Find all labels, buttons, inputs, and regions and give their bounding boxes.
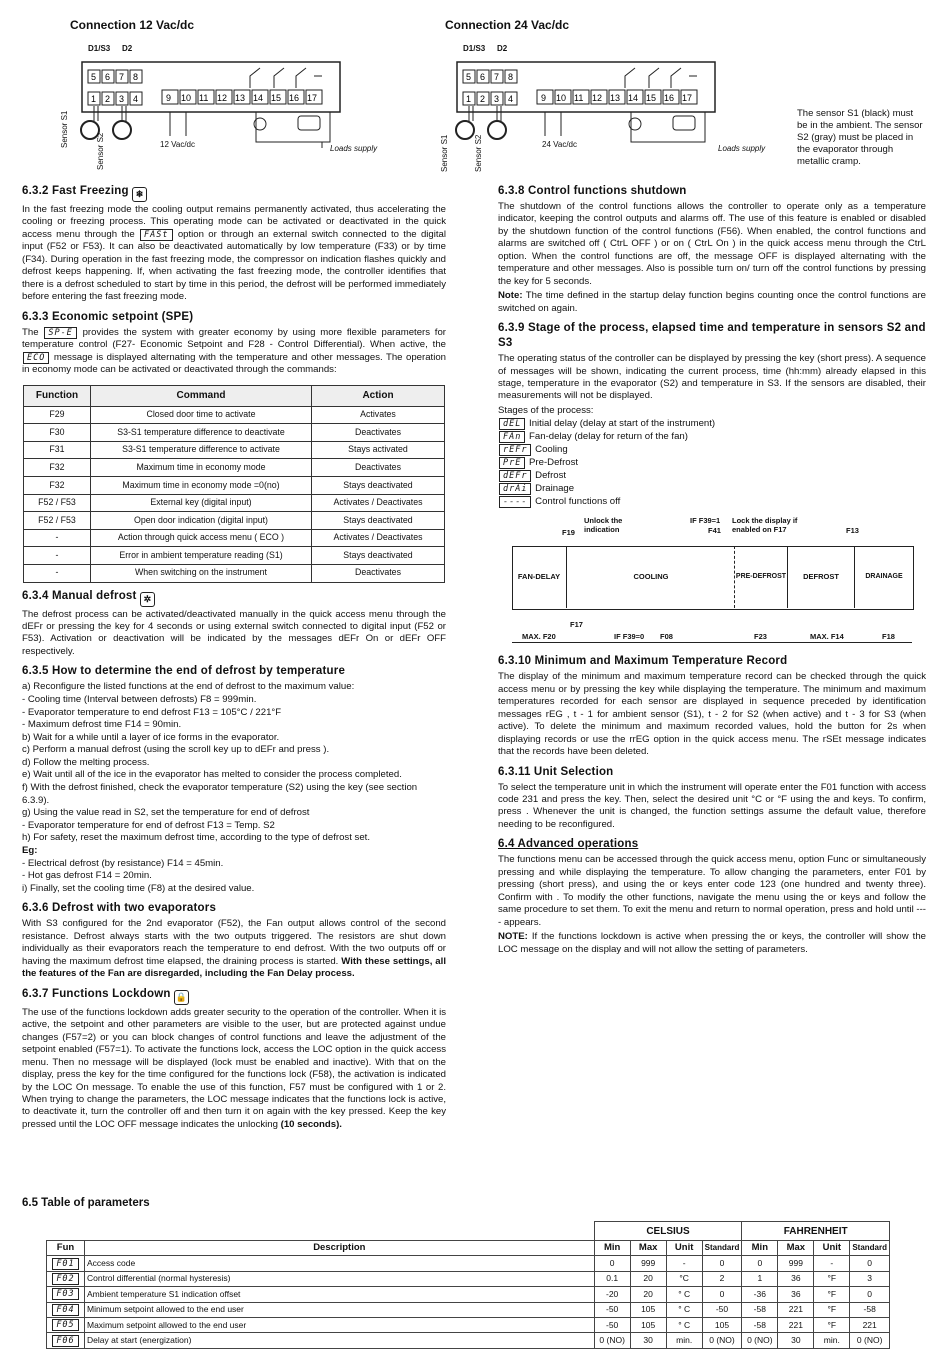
- svg-text:16: 16: [289, 93, 300, 103]
- two-evaporators-heading: 6.3.6 Defrost with two evaporators: [22, 902, 217, 915]
- table-row: F52 / F53 Open door indication (digital input) Stays deactivated: [24, 512, 445, 530]
- wiring-diagram-24v: [435, 36, 775, 176]
- table-row: F05 Maximum setpoint allowed to the end user -50 105 ° C 105 -58 221 °F 221: [47, 1317, 890, 1332]
- svg-text:15: 15: [271, 93, 282, 103]
- table-row: F01 Access code 0 999 - 0 0 999 - 0: [47, 1256, 890, 1271]
- table-row: F02 Control differential (normal hysteresis) 0.1 20 °C 2 1 36 °F 3: [47, 1271, 890, 1286]
- loads-supply-label-24v: Loads supply: [718, 144, 766, 153]
- temp-record-text: The display of the minimum and maximum temperature record can be checked through the quick access menu or by pressing the key while displaying the temperature. The minimum and maximum temperatures recorded for each sensor are displayed in sequence preceded by identification messages rEG , t - 1 for ambient sensor (S1), t - 2 for S2 (when active) and t - 3 for S3 (when active). To delete the minimum and maximum recorded values, hold the button for 2s when displaying records or use the rrEG option in the quick access menu. The rSEt message indicates that the records have been deleted.: [498, 671, 926, 758]
- control-shutdown-heading: 6.3.8 Control functions shutdown: [498, 185, 687, 197]
- svg-text:10: 10: [556, 93, 567, 103]
- svg-text:3: 3: [119, 94, 125, 104]
- d1-s3-label-12v: D1/S3: [88, 44, 111, 53]
- svg-text:17: 17: [682, 93, 693, 103]
- col-command: Command: [91, 385, 312, 406]
- table-row: F03 Ambient temperature S1 indication offset -20 20 ° C 0 -36 36 °F 0: [47, 1287, 890, 1302]
- sensor-s1-label-12v: Sensor S1: [60, 110, 69, 148]
- svg-text:1: 1: [91, 94, 97, 104]
- process-stage-heading: 6.3.9 Stage of the process, elapsed time and temperature in sensors S2 and S3: [498, 322, 926, 350]
- economic-setpoint-heading: 6.3.3 Economic setpoint (SPE): [22, 310, 194, 323]
- manual-defrost-heading: 6.3.4 Manual defrost ✲: [22, 589, 446, 607]
- svg-text:11: 11: [574, 93, 584, 103]
- d2-label-12v: D2: [122, 44, 133, 53]
- svg-text:7: 7: [494, 72, 500, 82]
- svg-text:12: 12: [592, 93, 603, 103]
- svg-text:2: 2: [480, 94, 486, 104]
- end-defrost-heading: 6.3.5 How to determine the end of defrost by temperature: [22, 665, 346, 678]
- parameter-table-title: 6.5 Table of parameters: [22, 1197, 150, 1209]
- stages-title: Stages of the process:: [498, 404, 594, 416]
- stage-defrost: DEFROST: [788, 546, 855, 608]
- sensor-s1-label-24v: Sensor S1: [440, 134, 449, 172]
- table-row: F52 / F53 External key (digital input) Activates / Deactivates: [24, 494, 445, 512]
- parameter-table: [46, 1221, 890, 1349]
- sensor-s2-label-24v: Sensor S2: [474, 134, 483, 172]
- control-shutdown-note: Note: The time defined in the startup delay function begins counting once the control functions are switched on again.: [498, 290, 926, 314]
- left-column: [22, 178, 446, 1133]
- table-row: F32 Maximum time in economy mode =0(no) Stays deactivated: [24, 476, 445, 494]
- stage-pre-defrost: PRE-DEFROST: [735, 546, 788, 608]
- stage-drainage: DRAINAGE: [865, 573, 903, 581]
- d1-s3-label-24v: D1/S3: [463, 44, 486, 53]
- economic-setpoint-text: The SP-E provides the system with greater economy by using more flexible parameters for temperature control (F27- Economic Setpoint and F28 - Control Differential). When active, the ECO message is displayed alternating with the temperature and other messages. The operation in economy mode can be activated or deactivated through the commands:: [22, 326, 447, 376]
- svg-text:9: 9: [166, 93, 172, 103]
- connection-24v-title: Connection 24 Vac/dc: [445, 18, 570, 32]
- fahrenheit-group-header: FAHRENHEIT: [742, 1222, 890, 1241]
- svg-text:6: 6: [105, 72, 111, 82]
- lcd-eco: ECO: [23, 352, 49, 364]
- table-header-row: Fun Description Min Max Unit Standard Min Max Unit Standard: [47, 1241, 890, 1256]
- advanced-operations-text: The functions menu can be accessed through the quick access menu, option Func or simultaneously pressing and while displaying the temperature. To allow changing the parameters, enter F01 by pressing (short press), and using the or keys enter code 123 (one hundred and twenty three). Confirm with . To modify the other functions, navigate the menu using the or keys and follow the same procedure to set them. To exit the menu and return to normal operation, press and hold until ---- appears.: [498, 854, 926, 928]
- stage-fan-delay: FAN-DELAY: [512, 546, 567, 608]
- col-action: Action: [312, 385, 445, 406]
- svg-text:12: 12: [217, 93, 228, 103]
- process-timeline: F19 Unlock the indication IF F39=1 F41 Lock the display if enabled on F17 F13 FAN-DELAY COOLING PRE-DEFROST DEFROST DRAINAGE MAX. F20 F17 IF F39=0 F08 F23 MAX. F14 F18: [498, 516, 926, 648]
- svg-text:6: 6: [480, 72, 486, 82]
- svg-text:14: 14: [253, 93, 264, 103]
- list-item: dEL Initial delay (delay at start of the instrument): [498, 417, 926, 430]
- svg-text:9: 9: [541, 93, 547, 103]
- temp-record-heading: 6.3.10 Minimum and Maximum Temperature Record: [498, 655, 788, 668]
- svg-text:15: 15: [646, 93, 657, 103]
- table-row: - Action through quick access menu ( ECO ) Activates / Deactivates: [24, 529, 445, 547]
- col-function: Function: [24, 385, 91, 406]
- loads-supply-label-12v: Loads supply: [330, 144, 378, 153]
- supply-label-24v: 24 Vac/dc: [542, 140, 577, 149]
- svg-text:2: 2: [105, 94, 111, 104]
- list-item: dEFr Defrost: [498, 469, 926, 482]
- lcd-fast: FASt: [140, 229, 172, 241]
- end-defrost-steps: a) Reconfigure the listed functions at the end of defrost to the maximum value: - Cooling time (Interval between defrosts) F8 = 999min. - Evaporator temperature to end defrost F13 = 105°C / 221°F - Maximum defrost time F14 = 90min. b) Wait for a while until a layer of ice forms in the evaporator. c) Perform a manual defrost (using the scroll key up to dEFr and press ). d) Follow the melting process. e) Wait until all of the ice in the evaporator has melted to consider the process completed. f) With the defrost finished, check the evaporator temperature (S2) using the key (see section 6.3.9). g) Using the value read in S2, set the temperature for end of defrost - Evaporator temperature for end of defrost F13 = Temp. S2 h) For safety, reset the maximum defrost time, according to the type of defrost set. Eg: - Electrical defrost (by resistance) F14 = 45min. - Hot gas defrost F14 = 20min. i) Finally, set the cooling time (F8) at the desired value.: [22, 681, 418, 894]
- table-row: F29 Closed door time to activate Activates: [24, 406, 445, 424]
- table-row: F06 Delay at start (energization) 0 (NO) 30 min. 0 (NO) 0 (NO) 30 min. 0 (NO): [47, 1333, 890, 1348]
- defrost-icon: ✲: [140, 592, 155, 607]
- sensor-placement-note: The sensor S1 (black) must be in the ambient. The sensor S2 (gray) must be placed in the evaporator through metallic cramp.: [797, 108, 923, 167]
- svg-text:3: 3: [494, 94, 500, 104]
- list-item: drAi Drainage: [498, 482, 926, 495]
- svg-text:17: 17: [307, 93, 318, 103]
- snowflake-icon: ❄: [132, 187, 147, 202]
- table-row: F31 S3-S1 temperature difference to activate Stays activated: [24, 441, 445, 459]
- svg-text:8: 8: [508, 72, 514, 82]
- stage-cooling: COOLING: [568, 546, 735, 608]
- svg-text:5: 5: [466, 72, 472, 82]
- process-stage-text: The operating status of the controller can be displayed by pressing the key (short press). A sequence of messages will be shown, indicating the current process, time (hh:mm) already elapsed in this stage, temperature in the evaporator (S2) and temperature in S3. If the sensors are disabled, their measurements will not be displayed.: [498, 353, 926, 402]
- svg-text:5: 5: [91, 72, 97, 82]
- table-row: - When switching on the instrument Deactivates: [24, 564, 445, 582]
- svg-text:14: 14: [628, 93, 639, 103]
- fast-freezing-heading: 6.3.2 Fast Freezing ❄: [22, 184, 446, 202]
- functions-lockdown-text: The use of the functions lockdown adds greater security to the operation of the controller. When it is active, the setpoint and other parameters are visible to the user, but are protected against undue changes (F57=2) or you can block changes of control functions and leave the adjustment of the setpoint enabled (F57=1). To activate the functions lock, access the LOC option in the quick access menu. Then no message will be displayed (lock must be enabled and inactive). With that on the display, press the key for the time configured for the functions lock (F58), the activation is indicated by the LOC On message. To enable the use of this function, F57 must be configured with 1 or 2. When trying to change the parameters, the LOC message indicates that the functions lock is active, to deactivate it, turn the controller off and then turn it on again with the key pressed. Keep the key pressed until the LOC OFF message indicates the unlocking (10 seconds).: [22, 1006, 446, 1130]
- manual-defrost-text: The defrost process can be activated/deactivated manually in the quick access menu through the dEFr or pressing the key for 4 seconds or using external switch connected to digital input (F52 or F53). Activation or deactivation will be indicated by the messages dEFr On or dEFr OFF respectively.: [22, 608, 446, 657]
- lcd-spe: SP-E: [44, 327, 76, 339]
- sensor-s2-label-12v: Sensor S2: [96, 132, 105, 170]
- unit-selection-heading: 6.3.11 Unit Selection: [498, 765, 614, 778]
- list-item: FAn Fan-delay (delay for return of the fan): [498, 430, 926, 443]
- connection-12v-title: Connection 12 Vac/dc: [70, 18, 195, 32]
- d2-label-24v: D2: [497, 44, 508, 53]
- table-row: F04 Minimum setpoint allowed to the end user -50 105 ° C -50 -58 221 °F -58: [47, 1302, 890, 1317]
- table-row: - Error in ambient temperature reading (S1) Stays deactivated: [24, 547, 445, 565]
- wiring-diagram-12v: [60, 36, 400, 176]
- svg-text:13: 13: [235, 93, 246, 103]
- list-item: ---- Control functions off: [498, 495, 926, 508]
- list-item: rEFr Cooling: [498, 443, 926, 456]
- functions-lockdown-heading: 6.3.7 Functions Lockdown 🔒: [22, 987, 446, 1005]
- svg-text:4: 4: [133, 94, 139, 104]
- svg-text:7: 7: [119, 72, 125, 82]
- advanced-operations-heading: 6.4 Advanced operations: [498, 838, 639, 851]
- right-column: [498, 178, 926, 958]
- svg-text:11: 11: [199, 93, 209, 103]
- control-shutdown-text: The shutdown of the control functions allows the controller to operate only as a temperature indicator, keeping the control outputs and alarms off. The use of this feature is enabled or disabled by the shutdown function of the control functions (F56). When enabled, the control functions and alarms are switched off ( CtrL OFF ) or on ( CtrL On ) in the quick access menu through the CtrL option. When the control functions are off, the message OFF is displayed alternating with the temperature and other messages. Also is possible turn on/ turn off the control functions by pressing the key for 5 seconds.: [498, 200, 926, 287]
- svg-text:16: 16: [664, 93, 675, 103]
- table-row: F30 S3-S1 temperature difference to deactivate Deactivates: [24, 424, 445, 442]
- table-row: F32 Maximum time in economy mode Deactivates: [24, 459, 445, 477]
- stages-list: [498, 417, 926, 508]
- two-evaporators-text: With S3 configured for the 2nd evaporator (F52), the Fan output allows control of the second resistance. Defrost always starts with the two outputs triggered. The resistors are shut down individually as their evaporators reach the temperature to end defrost. With the two outputs off or having the maximum defrost time elapsed, the draining process is started. With these settings, all the features of the Fan are disregarded, including the Fan Delay process.: [22, 918, 446, 980]
- svg-text:13: 13: [610, 93, 621, 103]
- fast-freezing-text: In the fast freezing mode the cooling output remains permanently activated, thus accelerating the cooling or freezing process. This operating mode can be activated or deactivated in the quick access menu through the FASt option or through an external switch connected to the digital input (F52 or F53). It can also be deactivated automatically by low temperature (F33) or by time (F34). During operation in the fast freezing mode, the compressor on indication flashes quickly and defrost keeps happening. If, when activating the fast freezing mode, the controller identifies that there is a defrost scheduled to start by time in this period, the defrost will be performed immediately before entering the fast freezing mode.: [22, 204, 447, 303]
- economy-commands-table: [23, 385, 445, 583]
- list-item: PrE Pre-Defrost: [498, 456, 926, 469]
- svg-text:10: 10: [181, 93, 192, 103]
- svg-text:4: 4: [508, 94, 514, 104]
- lock-icon: 🔒: [174, 990, 189, 1005]
- advanced-operations-note: NOTE: If the functions lockdown is active when pressing the or keys, the controller will show the LOC message on the display and will not allow the setting of parameters.: [498, 931, 927, 955]
- svg-text:1: 1: [466, 94, 472, 104]
- unit-selection-text: To select the temperature unit in which the instrument will operate enter the F01 function with access code 231 and press the key. Then, select the desired unit °C or °F using the and keys. To confirm, press . Whenever the unit is changed, the function settings assume the default value, therefore needing to be reconfigured.: [498, 781, 926, 830]
- celsius-group-header: CELSIUS: [594, 1222, 742, 1241]
- supply-label-12v: 12 Vac/dc: [160, 140, 195, 149]
- svg-text:8: 8: [133, 72, 139, 82]
